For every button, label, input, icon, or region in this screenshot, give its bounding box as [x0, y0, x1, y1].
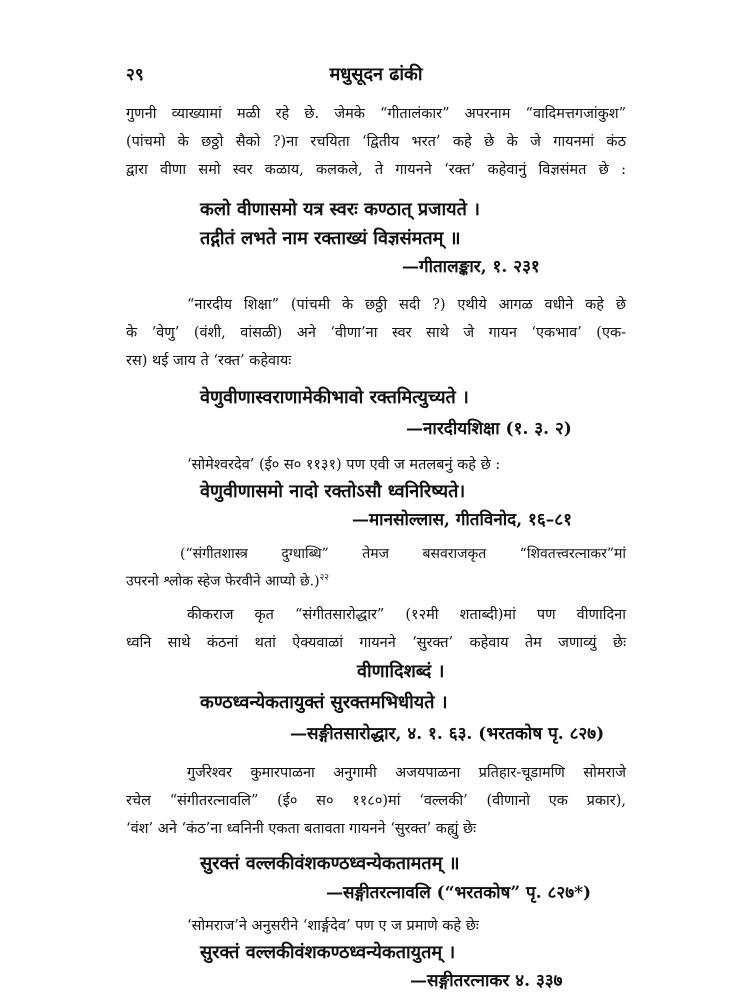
verse-line: वेणुवीणासमो नादो रक्तोऽसौ ध्वनिरिष्यते। [200, 481, 466, 502]
paragraph-line: ‘वंश’ अने ‘कंठ’ना ध्वनिनी एकता बतावता गायनने ‘सुरक्त’ कह्युं छेः [126, 821, 477, 837]
paragraph-line: (“संगीतशास्त्र दुग्धाब्धि” तेमज बसवराजकृत “शिवतत्त्वरत्नाकर”मां [180, 546, 626, 562]
paragraph-line: रचेल “संगीतरत्नावलि” (ई० स० ११८०)मां ‘वल्लकी’ (वीणानो एक प्रकार), [126, 793, 626, 809]
paragraph-line: द्वारा वीणा समो स्वर कळाय, कलकले, ते गायनने ‘रक्त’ कहेवानुं विज्ञसंमत छे : [126, 162, 626, 178]
verse-source: —गीतालङ्कार, १. २३१ [402, 257, 540, 277]
paragraph-line: ध्वनि साथे कंठनां थतां ऐक्यवाळां गायनने ‘सुरक्त’ कहेवाय तेम जणाव्युं छेः [126, 635, 626, 651]
verse-line: तद्गीतं लभते नाम रक्ताख्यं विज्ञसंमतम् ॥ [200, 228, 461, 249]
verse-source: —सङ्गीतरत्नाकर ४. ३३७ [410, 971, 563, 991]
verse-line: वेणुवीणास्वराणामेकीभावो रक्तमित्युच्यते । [200, 387, 469, 408]
verse-source: —सङ्गीतसारोद्धार, ४. १. ६३. (भरतकोष पृ. ८२७) [290, 724, 605, 744]
verse-line: सुरक्तं वल्लकीवंशकण्ठध्वन्येकतामतम् ॥ [200, 853, 460, 874]
verse-source: —मानसोल्लास, गीतविनोद, १६–८१ [352, 510, 572, 530]
verse-line: कण्ठध्वन्येकतायुक्तं सुरक्तमभिधीयते । [200, 692, 448, 713]
paragraph-line: कीकराज कृत “संगीतसारोद्धार” (१२मी शताब्दी)मां पण वीणादिना [187, 607, 626, 623]
verse-source: —नारदीयशिक्षा (१. ३. २) [406, 419, 572, 439]
paragraph-line: (पांचमो के छठ्ठो सैको ?)ना रचयिता ‘द्वितीय भरत’ कहे छे के जे गायनमां कंठ [126, 134, 626, 150]
paragraph-line: गुणनी व्याख्यामां मळी रहे छे. जेमके “गीतालंकार” अपरनाम “वादिमत्तगजांकुश” [126, 106, 626, 122]
footnote-marker: २२ [319, 573, 329, 583]
paragraph-line: ‘सोमराज’ने अनुसरीने ‘शार्ङ्गदेव’ पण ए ज प्रमाणे कहे छेः [187, 918, 479, 934]
verse-line: वीणादिशब्दं । [357, 661, 445, 682]
running-title: मधुसूदन ढांकी [329, 64, 423, 85]
paragraph-line: उपरनो श्लोक स्हेज फेरवीने आप्यो छे.)$^{२२}$ [126, 573, 329, 590]
paragraph-line: के ‘वेणु’ (वंशी, वांसळी) अने ‘वीणा’ना स्वर साथे जे गायन ‘एकभाव’ (एक- [126, 325, 626, 341]
paragraph-line: रस) थई जाय ते ‘रक्त’ कहेवायः [126, 353, 292, 369]
paragraph-line: “नारदीय शिक्षा” (पांचमी के छठ्ठी सदी ?) एथीये आगळ वधीने कहे छे [187, 297, 626, 313]
verse-source: —सङ्गीतरत्नावलि (“भरतकोष” पृ. ८२७*) [326, 883, 591, 903]
page-header [126, 62, 626, 86]
page-number: २९ [126, 65, 144, 85]
paragraph-line: गुर्जरेश्वर कुमारपाळना अनुगामी अजयपाळना प्रतिहार-चूडामणि सोमराजे [187, 765, 626, 781]
verse-line: सुरक्तं वल्लकीवंशकण्ठध्वन्येकतायुतम् । [200, 942, 456, 963]
verse-line: कलो वीणासमो यत्र स्वरः कण्ठात् प्रजायते । [200, 199, 480, 220]
paragraph-line: ‘सोमेश्वरदेव’ (ई० स० ११३१) पण एवी ज मतलबनुं कहे छे : [187, 457, 501, 473]
